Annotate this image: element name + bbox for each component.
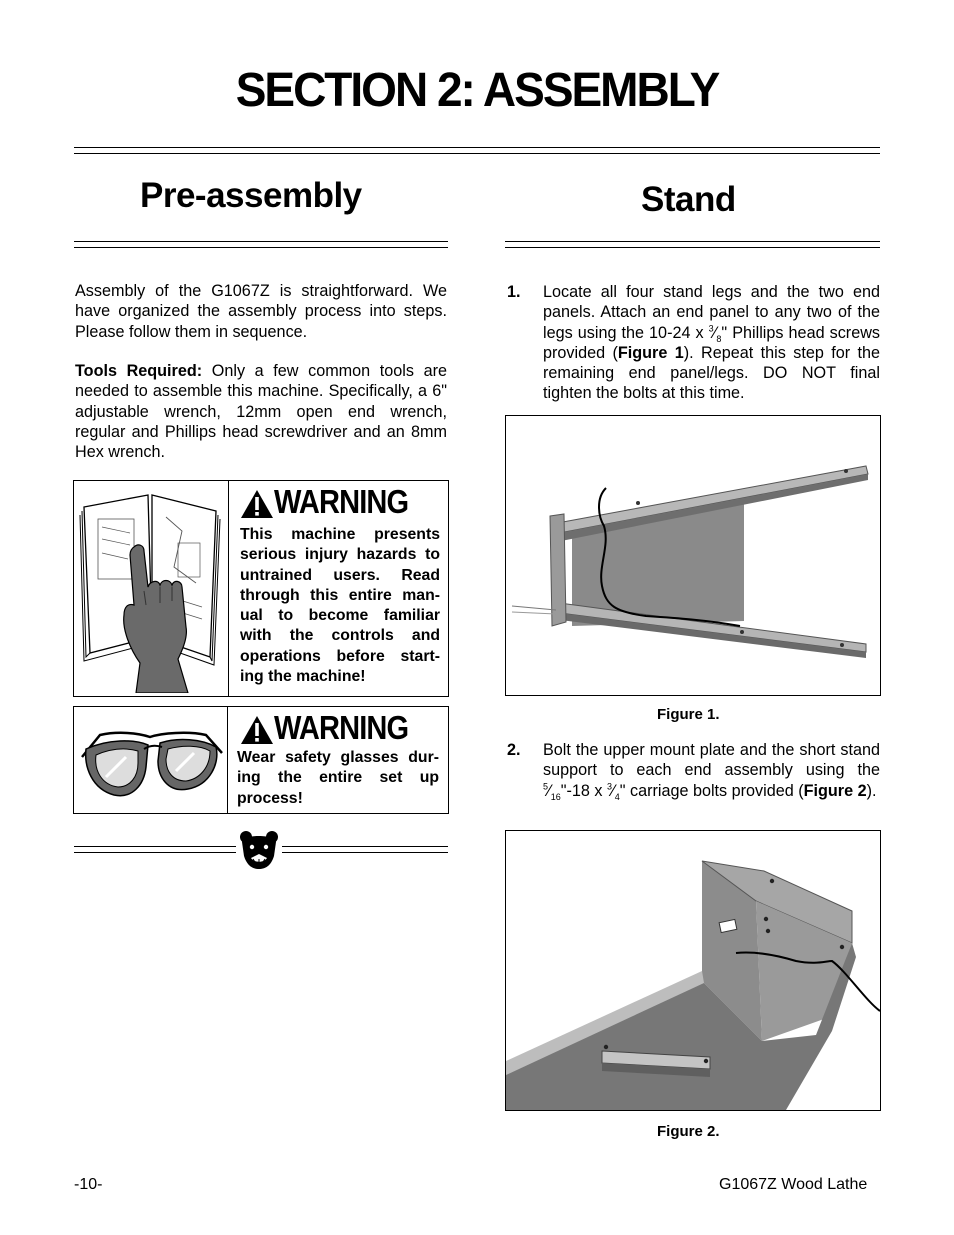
end-divider-left — [74, 846, 236, 853]
intro-paragraph: Assembly of the G1067Z is straightforward. We have organized the assembly process into steps. Please follow them in sequence. — [75, 282, 447, 341]
warning-triangle-icon — [240, 715, 274, 745]
stand-assembly-photo — [506, 831, 880, 1110]
warning-box-glasses — [73, 706, 449, 814]
figure-2-ref: Figure 2 — [803, 781, 867, 800]
figure-2-caption: Figure 2. — [657, 1123, 720, 1140]
warning-box-manual — [73, 480, 449, 697]
figure-1-image — [505, 415, 881, 696]
section-title: SECTION 2: ASSEMBLY — [235, 61, 719, 117]
preassembly-heading: Pre-assembly — [140, 176, 362, 215]
step-number: 1. — [507, 283, 521, 301]
figure-1-caption: Figure 1. — [657, 706, 720, 723]
warning-text-2: Wear safety glasses dur-ing the entire set up process! — [237, 749, 439, 807]
page-number: -10- — [74, 1176, 103, 1193]
figure-1-ref: Figure 1 — [617, 343, 684, 362]
warning-heading-2: WARNING — [274, 709, 409, 746]
warning-text-1: This machine presents serious injury hazards to untrained users. Read through this entire man-ual to become familiar with the controls and operations before start-ing the machine! — [240, 526, 440, 686]
step-number: 2. — [507, 741, 521, 759]
stand-divider — [505, 241, 880, 248]
safety-glasses-icon — [78, 723, 224, 803]
preassembly-divider — [74, 241, 448, 248]
warning-triangle-icon — [240, 489, 274, 519]
figure-2-image — [505, 830, 881, 1111]
footer-model: G1067Z Wood Lathe — [719, 1176, 868, 1193]
stand-end-panel-photo — [506, 416, 880, 695]
title-divider — [74, 147, 880, 154]
stand-heading: Stand — [641, 180, 736, 219]
warning-heading-1: WARNING — [274, 483, 409, 520]
manual-hand-icon — [78, 487, 224, 693]
step-text: Locate all four stand legs and the two end panels. Attach an end panel to any two of the legs using the 10-24 x $^3⁄_8$" Phillips head screws provided (Figure 1). Repeat this step for the remaining end panel/legs. DO NOT final tighten the bolts at this time. — [543, 283, 881, 403]
end-divider-right — [282, 846, 448, 853]
bear-head-icon — [238, 830, 280, 870]
tools-paragraph — [75, 361, 447, 462]
tools-label: Tools Required: — [75, 362, 203, 380]
tools-text: Only a few common tools are needed to assemble this machine. Specifically, a 6" adjustable wrench, 12mm open end wrench, regular and Phillips head screwdriver and an 8mm Hex wrench. — [75, 362, 448, 462]
step-text: Bolt the upper mount plate and the short stand support to each end assembly using the $^5⁄_{16}"-18$ x $^3⁄_4$" carriage bolts provided (Figure 2). — [543, 741, 880, 802]
